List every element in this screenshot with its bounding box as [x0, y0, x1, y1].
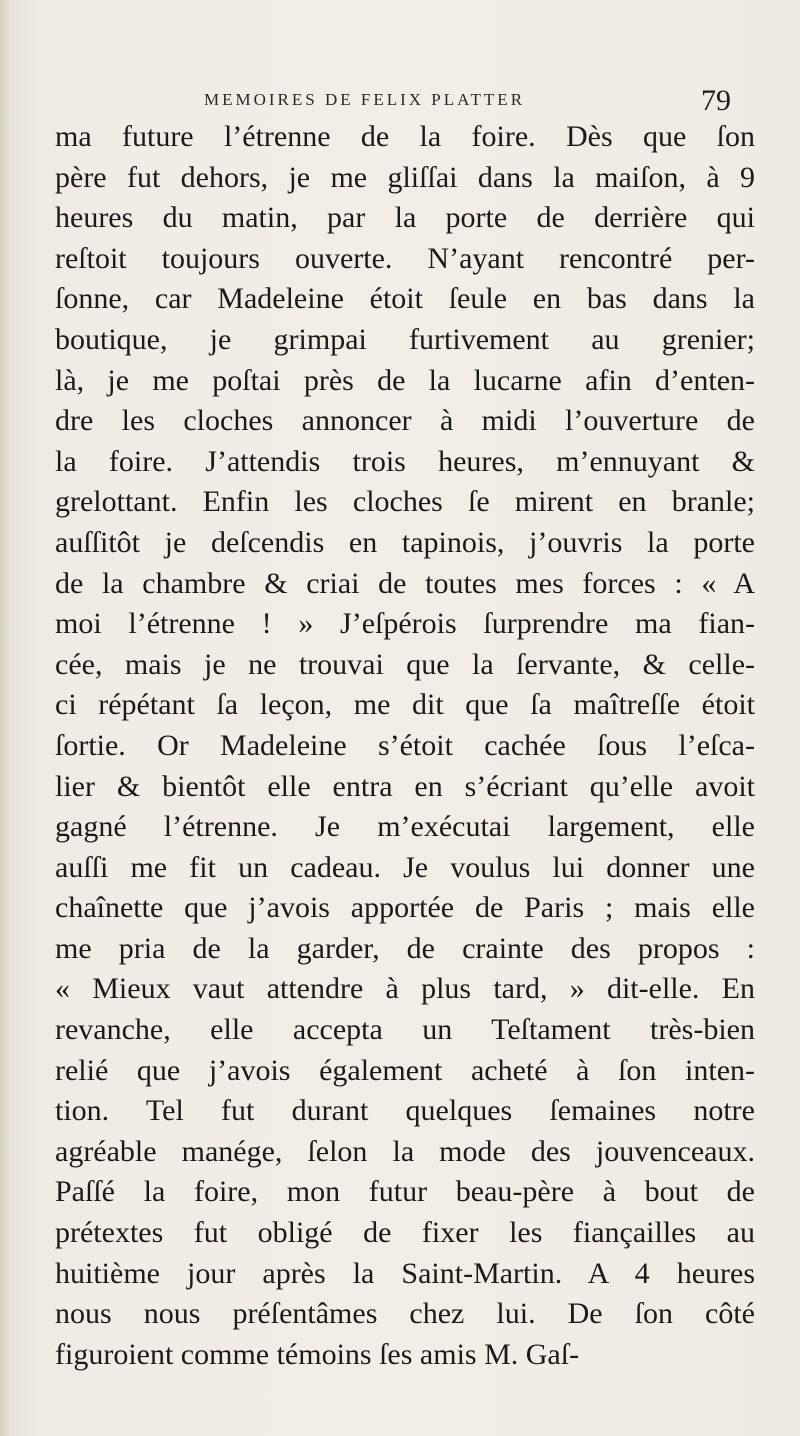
text-line: père fut dehors, je me gliſſai dans la maiſon, à 9: [55, 160, 755, 194]
text-line: heures du matin, par la porte de derrière qui: [55, 201, 755, 235]
text-line: boutique, je grimpai furtivement au grenier;: [55, 322, 755, 356]
text-line: auſſitôt je deſcendis en tapinois, j’ouvris la porte: [55, 525, 755, 559]
text-line: gagné l’étrenne. Je m’exécutai largement, elle: [55, 810, 755, 844]
text-line: reſtoit toujours ouverte. N’ayant rencontré per-: [55, 241, 755, 275]
text-line: auſſi me fit un cadeau. Je voulus lui donner une: [55, 850, 755, 884]
text-line: dre les cloches annoncer à midi l’ouverture de: [55, 404, 755, 438]
page-gutter-shadow: [0, 0, 10, 1436]
text-line: de la chambre & criai de toutes mes forces : « A: [55, 566, 755, 600]
text-line: chaînette que j’avois apportée de Paris ; mais elle: [55, 891, 755, 925]
text-line: tion. Tel fut durant quelques ſemaines notre: [55, 1094, 755, 1128]
text-line: là, je me poſtai près de la lucarne afin d’enten-: [55, 363, 755, 397]
text-line: prétextes fut obligé de fixer les fiançailles au: [55, 1216, 755, 1250]
page-number: 79: [701, 84, 731, 117]
text-line: lier & bientôt elle entra en s’écriant qu’elle avoit: [55, 769, 755, 803]
text-line: cée, mais je ne trouvai que la ſervante, & celle-: [55, 647, 755, 681]
text-line: figuroient comme témoins ſes amis M. Gaſ-: [55, 1337, 580, 1371]
text-line: agréable manége, ſelon la mode des jouvenceaux.: [55, 1134, 755, 1168]
page-header: [0, 84, 800, 118]
text-line: ſortie. Or Madeleine s’étoit cachée ſous l’eſca-: [55, 728, 755, 762]
text-line: ci répétant ſa leçon, me dit que ſa maîtreſſe étoit: [55, 688, 755, 722]
text-line: ma future l’étrenne de la foire. Dès que ſon: [55, 120, 755, 153]
text-line: relié que j’avois également acheté à ſon inten-: [55, 1053, 755, 1087]
text-line: grelottant. Enfin les cloches ſe mirent en branle;: [55, 485, 755, 519]
text-line: moi l’étrenne ! » J’eſpérois ſurprendre ma fian-: [55, 607, 755, 641]
body-text: [55, 117, 755, 1375]
text-line: Paſſé la foire, mon futur beau-père à bout de: [55, 1175, 755, 1209]
text-line: revanche, elle accepta un Teſtament très-bien: [55, 1013, 755, 1047]
text-line: « Mieux vaut attendre à plus tard, » dit-elle. En: [55, 972, 755, 1006]
text-line: me pria de la garder, de crainte des propos :: [55, 931, 755, 965]
text-line: huitième jour après la Saint-Martin. A 4 heures: [55, 1256, 755, 1290]
running-title: MEMOIRES DE FELIX PLATTER: [204, 90, 526, 109]
text-line: la foire. J’attendis trois heures, m’ennuyant &: [55, 444, 755, 478]
text-line: ſonne, car Madeleine étoit ſeule en bas dans la: [55, 282, 755, 316]
text-line: nous nous préſentâmes chez lui. De ſon côté: [55, 1297, 755, 1331]
